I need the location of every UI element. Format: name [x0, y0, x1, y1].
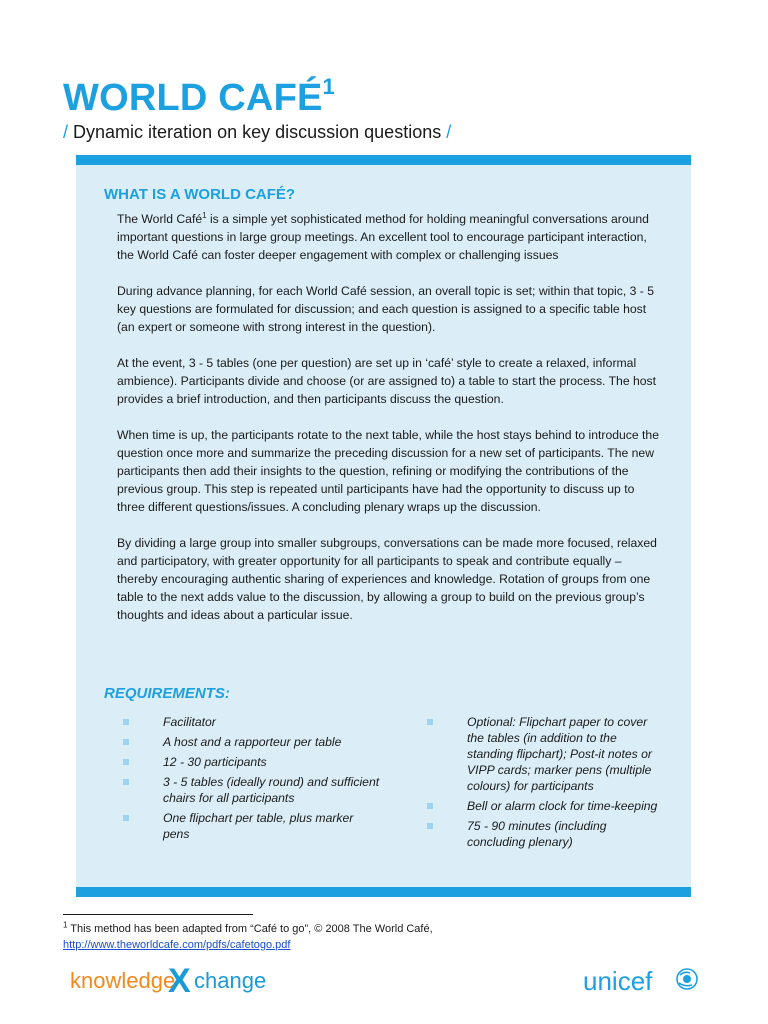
- knowledge-exchange-logo: [70, 962, 280, 998]
- square-bullet-icon: [427, 823, 433, 829]
- paragraph-intro-start: The World Café: [117, 212, 203, 226]
- title-footnote-ref: 1: [322, 74, 335, 100]
- list-item: [121, 714, 381, 730]
- list-item-text: 3 - 5 tables (ideally round) and sufficient chairs for all participants: [163, 775, 380, 805]
- square-bullet-icon: [123, 739, 129, 745]
- list-item-text: Facilitator: [163, 715, 216, 729]
- requirements-list-left: [121, 714, 381, 846]
- square-bullet-icon: [123, 815, 129, 821]
- footnote: [63, 921, 523, 953]
- unicef-emblem-icon: [677, 969, 697, 989]
- square-bullet-icon: [427, 719, 433, 725]
- page-subtitle: [63, 121, 451, 143]
- page-title-text: WORLD CAFÉ: [63, 77, 323, 119]
- list-item-text: Bell or alarm clock for time-keeping: [467, 799, 658, 813]
- logo-x-text: X: [168, 962, 191, 998]
- requirements-list-right: [425, 714, 665, 854]
- paragraph-planning: During advance planning, for each World Café session, an overall topic is set; within that topic, 3 - 5 key questions are formulated for discussion; and each question is assigned to a specific table host (an expert or someone with strong interest in the question).: [117, 284, 654, 334]
- list-item: [425, 818, 665, 850]
- unicef-logo: [583, 962, 703, 998]
- paragraph-rotation: When time is up, the participants rotate to the next table, while the host stays behind to introduce the question once more and summarize the preceding discussion for a new set of participants. The new participants then add their insights to the question, refining or modifying the contributions of the previous group. This step is repeated until participants have had the opportunity to discuss up to three different questions/issues. A concluding plenary wraps up the discussion.: [117, 428, 659, 514]
- footnote-link[interactable]: http://www.theworldcafe.com/pdfs/cafetogo.pdf: [63, 939, 291, 951]
- page-title: [63, 76, 335, 120]
- footnote-number: 1: [63, 920, 68, 930]
- logo-change-text: change: [194, 968, 267, 993]
- footnote-divider: [63, 914, 253, 915]
- list-item-text: 75 - 90 minutes (including concluding plenary): [467, 819, 607, 849]
- section-heading-what-is: WHAT IS A WORLD CAFÉ?: [104, 186, 296, 203]
- paragraph-benefits: By dividing a large group into smaller subgroups, conversations can be made more focused, relaxed and participatory, with greater opportunity for all participants to speak and contribute equally – thereby encouraging authentic sharing of experiences and knowledge. Rotation of groups from one table to the next adds value to the discussion, by allowing a group to build on the previous group’s thoughts and ideas about a particular issue.: [117, 536, 657, 622]
- square-bullet-icon: [123, 719, 129, 725]
- footnote-text: This method has been adapted from “Café to go”, © 2008 The World Café,: [67, 923, 433, 935]
- list-item: [121, 774, 381, 806]
- paragraph-footnote-ref: 1: [202, 210, 207, 220]
- list-item-text: A host and a rapporteur per table: [163, 735, 342, 749]
- list-item-text: Optional: Flipchart paper to cover the tables (in addition to the standing flipchart); Post-it notes or VIPP cards; marker pens (multiple colours) for participants: [467, 715, 652, 793]
- logo-knowledge-text: knowledge: [70, 968, 176, 993]
- paragraph-intro: [117, 210, 662, 264]
- list-item-text: One flipchart per table, plus marker pens: [163, 811, 354, 841]
- section-heading-requirements: REQUIREMENTS:: [104, 685, 230, 702]
- list-item: [425, 798, 665, 814]
- subtitle-text: Dynamic iteration on key discussion questions: [73, 122, 442, 142]
- list-item: [121, 754, 381, 770]
- subtitle-slash-left: /: [63, 122, 69, 142]
- logo-unicef-text: unicef: [583, 966, 653, 996]
- square-bullet-icon: [427, 803, 433, 809]
- subtitle-slash-right: /: [446, 122, 452, 142]
- section-body: [117, 210, 662, 642]
- square-bullet-icon: [123, 779, 129, 785]
- paragraph-intro-rest: is a simple yet sophisticated method for holding meaningful conversations around important questions in large group meetings. An excellent tool to encourage participant interaction, the World Café can foster deeper engagement with complex or challenging issues: [117, 212, 649, 262]
- list-item: [121, 734, 381, 750]
- list-item-text: 12 - 30 participants: [163, 755, 267, 769]
- paragraph-event: At the event, 3 - 5 tables (one per question) are set up in ‘café’ style to create a relaxed, informal ambience). Participants divide and choose (or are assigned to) a table to start the process. The host provides a brief introduction, and then participants discuss the question.: [117, 356, 657, 406]
- square-bullet-icon: [123, 759, 129, 765]
- list-item: [121, 810, 381, 842]
- list-item: [425, 714, 665, 794]
